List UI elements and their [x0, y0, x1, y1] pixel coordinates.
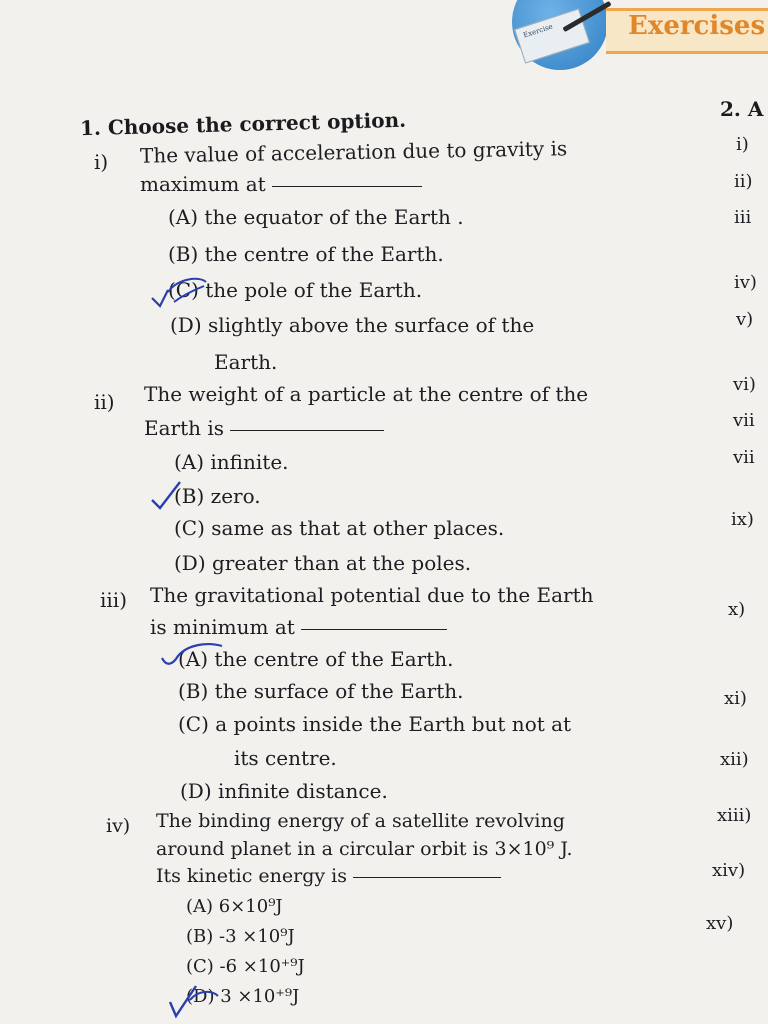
question-3-stem-line2: [150, 615, 447, 639]
section2-numeral: vi): [733, 374, 756, 395]
question-2-stem-line2: [144, 416, 384, 440]
section2-numeral: xiv): [712, 860, 746, 881]
option-2a: (A) infinite.: [174, 450, 289, 474]
answer-blank: [301, 628, 447, 630]
section2-numeral: x): [728, 599, 746, 620]
option-1b: (B) the centre of the Earth.: [168, 242, 444, 266]
section2-numeral: iii: [734, 207, 752, 228]
answer-blank: [230, 429, 384, 431]
section2-numeral: iv): [734, 272, 757, 293]
question-3-number: iii): [100, 588, 127, 612]
option-4d: (D) 3 ×10⁺⁹J: [186, 986, 300, 1007]
section2-numeral: ii): [734, 171, 753, 192]
option-4a: (A) 6×10⁹J: [186, 896, 283, 917]
handwritten-tick-icon: [166, 982, 226, 1022]
question-3-stem-line1: The gravitational potential due to the Earth: [150, 583, 594, 607]
option-4c: (C) -6 ×10⁺⁹J: [186, 956, 305, 977]
section2-numeral: ix): [731, 509, 754, 530]
option-3b: (B) the surface of the Earth.: [178, 679, 464, 703]
question-4-stem-text: Its kinetic energy is: [156, 865, 347, 887]
banner-title: Exercises: [628, 11, 766, 41]
section1-heading: 1. Choose the correct option.: [79, 107, 407, 141]
handwritten-tick-icon: [150, 478, 194, 512]
question-4-stem-line3: [156, 865, 501, 887]
question-2-stem-line1: The weight of a particle at the centre of the: [144, 382, 589, 406]
option-1d: (D) slightly above the surface of the: [170, 313, 535, 337]
handwritten-tick-icon: [148, 272, 212, 312]
question-2-stem-text: Earth is: [144, 416, 225, 440]
question-4-stem-line1: The binding energy of a satellite revolving: [156, 810, 565, 832]
option-3d: (D) infinite distance.: [180, 779, 388, 803]
option-1d-continued: Earth.: [214, 350, 278, 374]
question-4-number: iv): [106, 815, 131, 837]
option-4b: (B) -3 ×10⁹J: [186, 926, 295, 947]
section2-numeral: xii): [720, 749, 749, 770]
question-1-number: i): [94, 150, 109, 174]
question-1-stem-line1: The value of acceleration due to gravity is: [139, 136, 568, 168]
option-2c: (C) same as that at other places.: [174, 516, 505, 540]
section2-numeral: xi): [724, 688, 747, 709]
section2-numeral: vii: [733, 447, 755, 468]
option-1c: (C) the pole of the Earth.: [168, 278, 423, 302]
handwritten-tick-icon: [160, 640, 230, 672]
option-2b: (B) zero.: [174, 484, 261, 508]
option-1a: (A) the equator of the Earth .: [168, 205, 464, 229]
book-label: Exercise: [522, 22, 554, 40]
answer-blank: [353, 876, 501, 878]
option-3c-continued: its centre.: [234, 746, 337, 770]
question-2-number: ii): [94, 390, 115, 414]
question-4-stem-line2: around planet in a circular orbit is 3×10⁹ J.: [156, 838, 573, 860]
question-1-stem-text: maximum at: [140, 172, 266, 196]
question-1-stem-line2: [140, 172, 422, 196]
question-3-stem-text: is minimum at: [150, 615, 295, 639]
section2-numeral: i): [736, 134, 749, 155]
section2-numeral: v): [736, 309, 754, 330]
option-3c: (C) a points inside the Earth but not at: [178, 712, 572, 736]
answer-blank: [272, 185, 422, 187]
option-3a: (A) the centre of the Earth.: [178, 647, 454, 671]
section2-numeral: xiii): [717, 805, 752, 826]
section2-heading: 2. A: [720, 97, 764, 121]
section2-numeral: vii: [733, 410, 755, 431]
option-2d: (D) greater than at the poles.: [174, 551, 472, 575]
section2-numeral: xv): [706, 913, 734, 934]
